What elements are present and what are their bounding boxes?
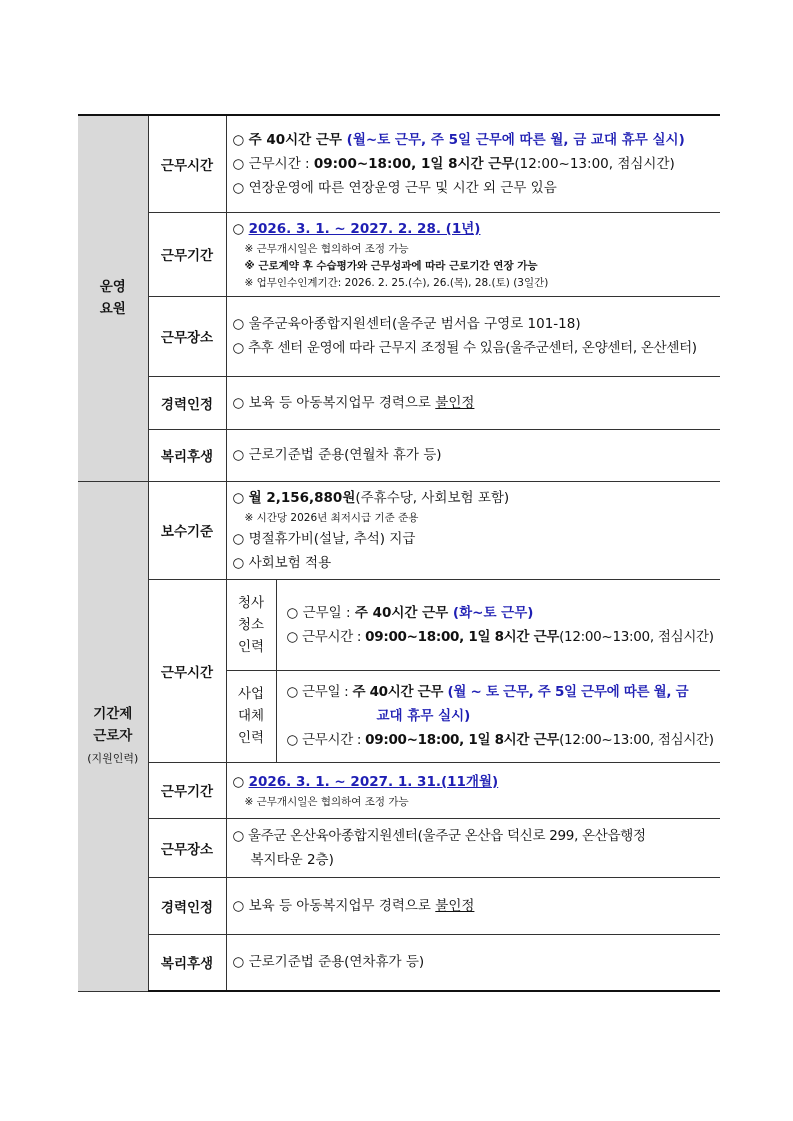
temp-clean-label: 청사 청소 인력 [226,579,276,670]
ops-hours-content: ○ 주 40시간 근무 (월~토 근무, 주 5일 근무에 따른 월, 금 교대 휴무 실시) ○ 근무시간 : 09:00~18:00, 1일 8시간 근무(12:00~13:00, 점심시간) ○ 연장운영에 따른 연장운영 근무 및 시간 외 근무 있음 [226,115,720,212]
temp-place-content: ○ 울주군 온산육아종합지원센터(울주군 온산읍 덕신로 299, 온산읍행정 복지타운 2층) [226,818,720,877]
temp-place-label: 근무장소 [148,818,226,877]
temp-hours-label: 근무시간 [148,579,226,762]
group-temp-title: 기간제 근로자 [93,705,133,744]
ops-period-row [78,212,720,296]
ops-place-label: 근무장소 [148,296,226,376]
ops-welfare-row [78,429,720,481]
temp-pay-label: 보수기준 [148,481,226,579]
ops-period-dates: 2026. 3. 1. ~ 2027. 2. 28. (1년) [248,220,481,237]
temp-career-content: ○ 보육 등 아동복지업무 경력으로 불인정 [226,877,720,934]
temp-sub-content: ○ 근무일 : 주 40시간 근무 (월 ~ 토 근무, 주 5일 근무에 따른 월, 금 교대 휴무 실시) ○ 근무시간 : 09:00~18:00, 1일 8시간 근무(12:00~13:00, 점심시간) [276,670,720,762]
ops-place-row [78,296,720,376]
ops-hours-label: 근무시간 [148,115,226,212]
group-ops-header [78,115,148,481]
temp-period-content: ○ 2026. 3. 1. ~ 2027. 1. 31.(11개월) ※ 근무개시일은 협의하여 조정 가능 [226,762,720,818]
ops-period-content: ○ 2026. 3. 1. ~ 2027. 2. 28. (1년) ※ 근무개시일은 협의하여 조정 가능 ※ 근로계약 후 수습평가와 근무성과에 따라 근로기간 연장 가능 ※ 업무인수인계기간: 2026. 2. 25.(수), 26.(목), 28.(토) (3일간) [226,212,720,296]
ops-hours-row [78,115,720,212]
group-temp-subtitle: (지원인력) [87,751,139,765]
temp-welfare-label: 복리후생 [148,934,226,991]
ops-welfare-content: ○ 근로기준법 준용(연월차 휴가 등) [226,429,720,481]
ops-career-content: ○ 보육 등 아동복지업무 경력으로 불인정 [226,376,720,429]
temp-career-row [78,877,720,934]
ops-place-content: ○ 울주군육아종합지원센터(울주군 범서읍 구영로 101-18) ○ 추후 센터 운영에 따라 근무지 조정될 수 있음(울주군센터, 온양센터, 온산센터) [226,296,720,376]
temp-pay-content: ○ 월 2,156,880원(주휴수당, 사회보험 포함) ※ 시간당 2026년 최저시급 기준 준용 ○ 명절휴가비(설날, 추석) 지급 ○ 사회보험 적용 [226,481,720,579]
ops-period-label: 근무기간 [148,212,226,296]
temp-pay-row [78,481,720,579]
group-temp-header [78,481,148,991]
ops-career-row [78,376,720,429]
recruitment-conditions-table [78,114,720,992]
temp-period-dates: 2026. 3. 1. ~ 2027. 1. 31.(11개월) [248,773,499,790]
ops-career-label: 경력인정 [148,376,226,429]
temp-career-label: 경력인정 [148,877,226,934]
temp-period-label: 근무기간 [148,762,226,818]
temp-welfare-row [78,934,720,991]
temp-sub-label: 사업 대체 인력 [226,670,276,762]
group-ops-title: 운영 요원 [99,279,126,318]
temp-place-row [78,818,720,877]
temp-welfare-content: ○ 근로기준법 준용(연차휴가 등) [226,934,720,991]
ops-welfare-label: 복리후생 [148,429,226,481]
temp-period-row [78,762,720,818]
temp-hours-clean-row [78,579,720,670]
temp-clean-content: ○ 근무일 : 주 40시간 근무 (화~토 근무) ○ 근무시간 : 09:00~18:00, 1일 8시간 근무(12:00~13:00, 점심시간) [276,579,720,670]
